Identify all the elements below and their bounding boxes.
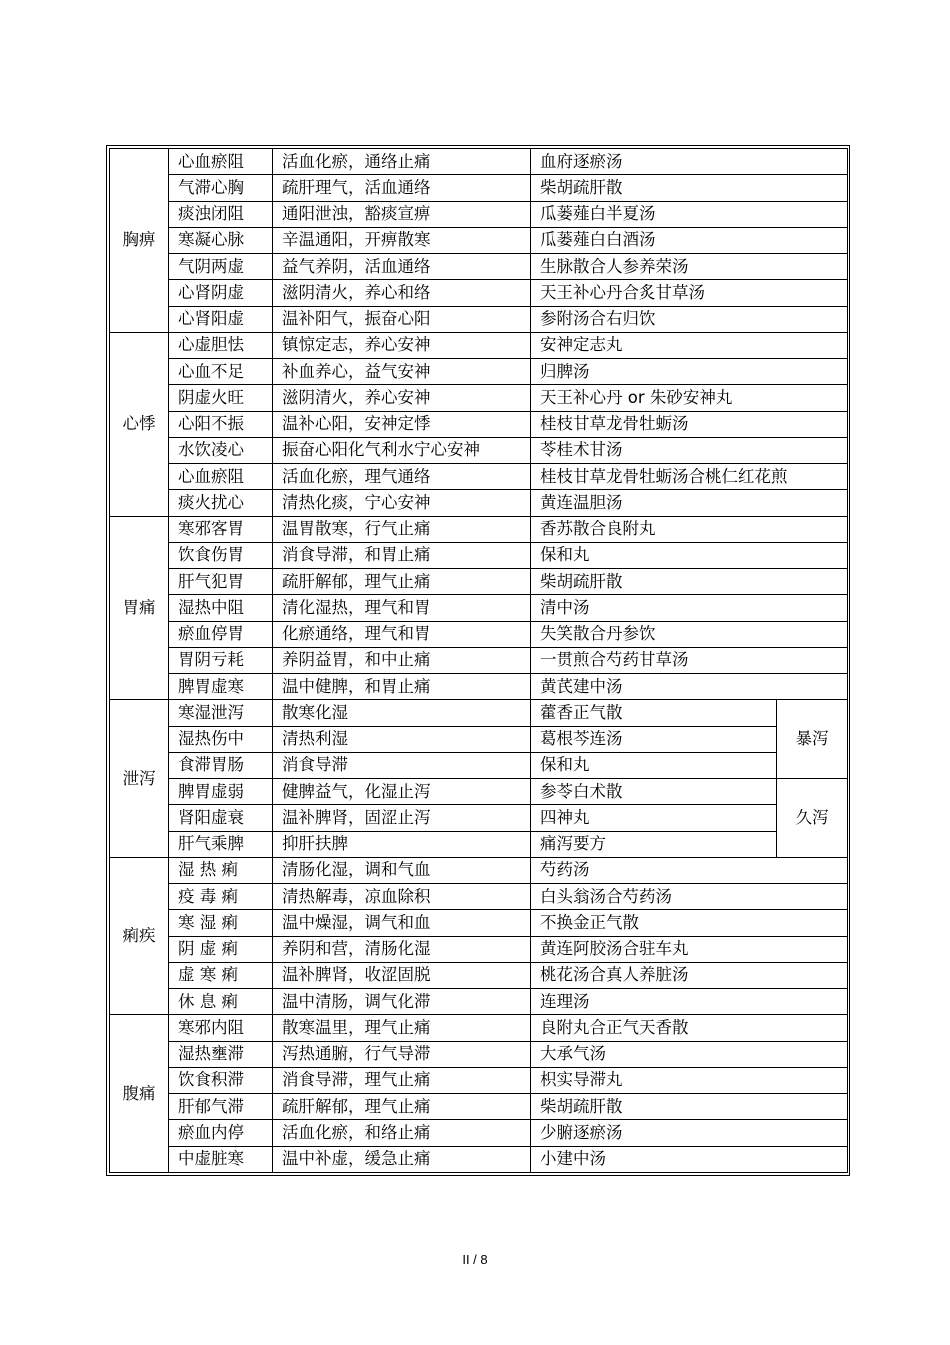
formula-cell: 四神丸 bbox=[531, 805, 777, 831]
table-row bbox=[110, 805, 848, 831]
formula-cell: 瓜蒌薤白白酒汤 bbox=[531, 227, 848, 253]
method-cell: 活血化瘀，通络止痛 bbox=[273, 149, 531, 175]
table-row bbox=[110, 201, 848, 227]
pattern-cell: 寒邪客胃 bbox=[169, 516, 273, 542]
formula-cell: 黄连温胆汤 bbox=[531, 490, 848, 516]
table-row bbox=[110, 831, 848, 857]
method-cell: 温中补虚，缓急止痛 bbox=[273, 1146, 531, 1172]
table-row bbox=[110, 700, 848, 726]
method-cell: 抑肝扶脾 bbox=[273, 831, 531, 857]
formula-cell: 不换金正气散 bbox=[531, 910, 848, 936]
method-cell: 温补脾肾，固涩止泻 bbox=[273, 805, 531, 831]
syndrome-table-frame bbox=[106, 145, 850, 1176]
pattern-cell: 心血瘀阻 bbox=[169, 149, 273, 175]
table-row bbox=[110, 1120, 848, 1146]
method-cell: 消食导滞，理气止痛 bbox=[273, 1067, 531, 1093]
table-row bbox=[110, 1015, 848, 1041]
formula-cell: 天王补心丹合炙甘草汤 bbox=[531, 280, 848, 306]
formula-cell: 痛泻要方 bbox=[531, 831, 777, 857]
formula-cell: 血府逐瘀汤 bbox=[531, 149, 848, 175]
pattern-cell: 饮食积滞 bbox=[169, 1067, 273, 1093]
table-row bbox=[110, 254, 848, 280]
method-cell: 温胃散寒，行气止痛 bbox=[273, 516, 531, 542]
table-row bbox=[110, 149, 848, 175]
method-cell: 散寒化湿 bbox=[273, 700, 531, 726]
table-row bbox=[110, 621, 848, 647]
formula-cell: 香苏散合良附丸 bbox=[531, 516, 848, 542]
method-cell: 养阴和营，清肠化湿 bbox=[273, 936, 531, 962]
table-row bbox=[110, 752, 848, 778]
method-cell: 清热化痰，宁心安神 bbox=[273, 490, 531, 516]
formula-cell: 保和丸 bbox=[531, 752, 777, 778]
method-cell: 疏肝理气，活血通络 bbox=[273, 175, 531, 201]
pattern-cell: 寒 湿 痢 bbox=[169, 910, 273, 936]
formula-cell: 瓜蒌薤白半夏汤 bbox=[531, 201, 848, 227]
pattern-cell: 饮食伤胃 bbox=[169, 542, 273, 568]
table-row bbox=[110, 411, 848, 437]
method-cell: 温补脾肾，收涩固脱 bbox=[273, 962, 531, 988]
pattern-cell: 瘀血内停 bbox=[169, 1120, 273, 1146]
formula-cell: 桂枝甘草龙骨牡蛎汤 bbox=[531, 411, 848, 437]
formula-cell: 柴胡疏肝散 bbox=[531, 175, 848, 201]
formula-cell: 枳实导滞丸 bbox=[531, 1067, 848, 1093]
method-cell: 清热利湿 bbox=[273, 726, 531, 752]
table-row bbox=[110, 647, 848, 673]
table-row bbox=[110, 280, 848, 306]
pattern-cell: 心血不足 bbox=[169, 359, 273, 385]
group-label-chronic: 久泻 bbox=[777, 779, 848, 858]
table-row bbox=[110, 542, 848, 568]
method-cell: 活血化瘀，理气通络 bbox=[273, 464, 531, 490]
pattern-cell: 寒湿泄泻 bbox=[169, 700, 273, 726]
formula-cell: 清中汤 bbox=[531, 595, 848, 621]
pattern-cell: 脾胃虚寒 bbox=[169, 674, 273, 700]
formula-cell: 葛根芩连汤 bbox=[531, 726, 777, 752]
pattern-cell: 肝郁气滞 bbox=[169, 1094, 273, 1120]
table-row bbox=[110, 1094, 848, 1120]
pattern-cell: 中虚脏寒 bbox=[169, 1146, 273, 1172]
table-row bbox=[110, 989, 848, 1015]
pattern-cell: 湿热伤中 bbox=[169, 726, 273, 752]
formula-cell: 藿香正气散 bbox=[531, 700, 777, 726]
pattern-cell: 肝气乘脾 bbox=[169, 831, 273, 857]
pattern-cell: 痰浊闭阻 bbox=[169, 201, 273, 227]
pattern-cell: 湿热中阻 bbox=[169, 595, 273, 621]
pattern-cell: 阴虚火旺 bbox=[169, 385, 273, 411]
pattern-cell: 心肾阳虚 bbox=[169, 306, 273, 332]
formula-cell: 连理汤 bbox=[531, 989, 848, 1015]
pattern-cell: 疫 毒 痢 bbox=[169, 884, 273, 910]
method-cell: 辛温通阳，开痹散寒 bbox=[273, 227, 531, 253]
table-row bbox=[110, 385, 848, 411]
formula-cell: 黄连阿胶汤合驻车丸 bbox=[531, 936, 848, 962]
formula-cell: 保和丸 bbox=[531, 542, 848, 568]
pattern-cell: 寒凝心脉 bbox=[169, 227, 273, 253]
table-row bbox=[110, 359, 848, 385]
method-cell: 消食导滞 bbox=[273, 752, 531, 778]
pattern-cell: 休 息 痢 bbox=[169, 989, 273, 1015]
method-cell: 散寒温里，理气止痛 bbox=[273, 1015, 531, 1041]
disease-name: 泄泻 bbox=[110, 700, 169, 858]
table-row bbox=[110, 779, 848, 805]
table-row bbox=[110, 674, 848, 700]
pattern-cell: 湿 热 痢 bbox=[169, 857, 273, 883]
method-cell: 养阴益胃，和中止痛 bbox=[273, 647, 531, 673]
pattern-cell: 胃阴亏耗 bbox=[169, 647, 273, 673]
formula-cell: 柴胡疏肝散 bbox=[531, 1094, 848, 1120]
method-cell: 消食导滞，和胃止痛 bbox=[273, 542, 531, 568]
method-cell: 疏肝解郁，理气止痛 bbox=[273, 1094, 531, 1120]
pattern-cell: 心阳不振 bbox=[169, 411, 273, 437]
pattern-cell: 寒邪内阻 bbox=[169, 1015, 273, 1041]
method-cell: 滋阴清火，养心安神 bbox=[273, 385, 531, 411]
table-row bbox=[110, 962, 848, 988]
pattern-cell: 心血瘀阻 bbox=[169, 464, 273, 490]
formula-cell: 黄芪建中汤 bbox=[531, 674, 848, 700]
formula-cell: 桂枝甘草龙骨牡蛎汤合桃仁红花煎 bbox=[531, 464, 848, 490]
formula-cell: 参苓白术散 bbox=[531, 779, 777, 805]
method-cell: 化瘀通络，理气和胃 bbox=[273, 621, 531, 647]
page-number: II / 8 bbox=[462, 1252, 488, 1267]
pattern-cell: 心虚胆怯 bbox=[169, 332, 273, 358]
pattern-cell: 阴 虚 痢 bbox=[169, 936, 273, 962]
pattern-cell: 气滞心胸 bbox=[169, 175, 273, 201]
method-cell: 温中清肠，调气化滞 bbox=[273, 989, 531, 1015]
pattern-cell: 肝气犯胃 bbox=[169, 569, 273, 595]
formula-cell: 大承气汤 bbox=[531, 1041, 848, 1067]
pattern-cell: 痰火扰心 bbox=[169, 490, 273, 516]
method-cell: 温补心阳，安神定悸 bbox=[273, 411, 531, 437]
formula-cell: 参附汤合右归饮 bbox=[531, 306, 848, 332]
disease-name: 胃痛 bbox=[110, 516, 169, 700]
method-cell: 通阳泄浊，豁痰宣痹 bbox=[273, 201, 531, 227]
table-row bbox=[110, 857, 848, 883]
method-cell: 补血养心，益气安神 bbox=[273, 359, 531, 385]
formula-cell: 桃花汤合真人养脏汤 bbox=[531, 962, 848, 988]
table-row bbox=[110, 1041, 848, 1067]
method-cell: 泻热通腑，行气导滞 bbox=[273, 1041, 531, 1067]
method-cell: 健脾益气，化湿止泻 bbox=[273, 779, 531, 805]
method-cell: 温中燥湿，调气和血 bbox=[273, 910, 531, 936]
table-row bbox=[110, 910, 848, 936]
table-row bbox=[110, 306, 848, 332]
method-cell: 清热解毒，凉血除积 bbox=[273, 884, 531, 910]
syndrome-treatment-table bbox=[109, 148, 848, 1173]
formula-cell: 失笑散合丹参饮 bbox=[531, 621, 848, 647]
method-cell: 振奋心阳化气利水宁心安神 bbox=[273, 437, 531, 463]
disease-name: 腹痛 bbox=[110, 1015, 169, 1173]
method-cell: 温中健脾，和胃止痛 bbox=[273, 674, 531, 700]
table-row bbox=[110, 516, 848, 542]
pattern-cell: 气阴两虚 bbox=[169, 254, 273, 280]
method-cell: 疏肝解郁，理气止痛 bbox=[273, 569, 531, 595]
table-row bbox=[110, 1067, 848, 1093]
method-cell: 镇惊定志，养心安神 bbox=[273, 332, 531, 358]
disease-name: 心悸 bbox=[110, 332, 169, 516]
pattern-cell: 湿热壅滞 bbox=[169, 1041, 273, 1067]
table-row bbox=[110, 332, 848, 358]
disease-name: 胸痹 bbox=[110, 149, 169, 333]
group-label-acute: 暴泻 bbox=[777, 700, 848, 779]
method-cell: 清肠化湿，调和气血 bbox=[273, 857, 531, 883]
pattern-cell: 脾胃虚弱 bbox=[169, 779, 273, 805]
table-row bbox=[110, 726, 848, 752]
formula-cell: 安神定志丸 bbox=[531, 332, 848, 358]
formula-cell: 天王补心丹 or 朱砂安神丸 bbox=[531, 385, 848, 411]
formula-cell: 苓桂术甘汤 bbox=[531, 437, 848, 463]
formula-cell: 少腑逐瘀汤 bbox=[531, 1120, 848, 1146]
method-cell: 活血化瘀，和络止痛 bbox=[273, 1120, 531, 1146]
pattern-cell: 虚 寒 痢 bbox=[169, 962, 273, 988]
method-cell: 清化湿热，理气和胃 bbox=[273, 595, 531, 621]
table-row bbox=[110, 490, 848, 516]
method-cell: 益气养阴，活血通络 bbox=[273, 254, 531, 280]
formula-cell: 良附丸合正气天香散 bbox=[531, 1015, 848, 1041]
formula-cell: 白头翁汤合芍药汤 bbox=[531, 884, 848, 910]
formula-cell: 柴胡疏肝散 bbox=[531, 569, 848, 595]
table-row bbox=[110, 884, 848, 910]
pattern-cell: 食滞胃肠 bbox=[169, 752, 273, 778]
method-cell: 温补阳气，振奋心阳 bbox=[273, 306, 531, 332]
table-row bbox=[110, 437, 848, 463]
disease-name: 痢疾 bbox=[110, 857, 169, 1015]
formula-cell: 一贯煎合芍药甘草汤 bbox=[531, 647, 848, 673]
table-row bbox=[110, 595, 848, 621]
table-row bbox=[110, 227, 848, 253]
formula-cell: 小建中汤 bbox=[531, 1146, 848, 1172]
table-row bbox=[110, 936, 848, 962]
pattern-cell: 水饮凌心 bbox=[169, 437, 273, 463]
pattern-cell: 心肾阴虚 bbox=[169, 280, 273, 306]
formula-cell: 生脉散合人参养荣汤 bbox=[531, 254, 848, 280]
method-cell: 滋阴清火，养心和络 bbox=[273, 280, 531, 306]
formula-cell: 归脾汤 bbox=[531, 359, 848, 385]
table-row bbox=[110, 464, 848, 490]
pattern-cell: 瘀血停胃 bbox=[169, 621, 273, 647]
formula-cell: 芍药汤 bbox=[531, 857, 848, 883]
table-row bbox=[110, 569, 848, 595]
pattern-cell: 肾阳虚衰 bbox=[169, 805, 273, 831]
table-row bbox=[110, 175, 848, 201]
table-row bbox=[110, 1146, 848, 1172]
